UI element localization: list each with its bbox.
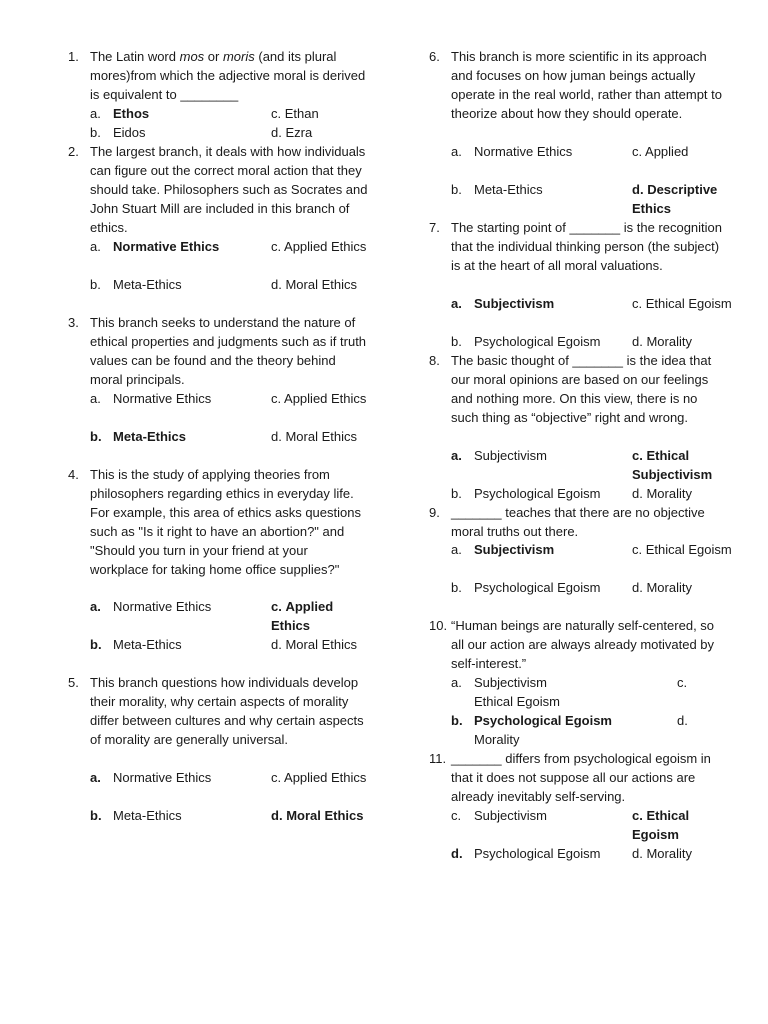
question-9 bbox=[429, 503, 725, 541]
option-a[interactable]: a. Subjectivism c. bbox=[451, 675, 688, 690]
option-d[interactable]: d. Moral Ethics bbox=[271, 429, 357, 444]
option-c[interactable]: c. Ethical Subjectivism bbox=[632, 448, 713, 482]
option-c[interactable]: c. Applied Ethics bbox=[271, 770, 367, 785]
option-d[interactable]: d. Morality bbox=[632, 334, 692, 349]
option-c[interactable]: c. Applied bbox=[632, 144, 689, 159]
question-number: 3. bbox=[68, 315, 79, 330]
question-number: 8. bbox=[429, 353, 440, 368]
question-number: 1. bbox=[68, 49, 79, 64]
option-d[interactable]: d. Moral Ethics bbox=[271, 808, 364, 823]
question-stem: _______ teaches that there are no objective moral truths out there. bbox=[451, 505, 705, 539]
option-a[interactable]: a. Normative Ethics bbox=[90, 770, 212, 785]
option-b[interactable]: b. Psychological Egoism bbox=[451, 580, 601, 595]
option-c[interactable]: c. Ethan bbox=[271, 106, 319, 121]
option-d-second[interactable]: d. Morality bbox=[632, 846, 692, 861]
option-c-first[interactable]: c. Subjectivism bbox=[451, 808, 547, 823]
option-b[interactable]: b. Psychological Egoism bbox=[451, 334, 601, 349]
question-5 bbox=[68, 673, 368, 749]
question-number: 6. bbox=[429, 49, 440, 64]
option-b[interactable]: b. Meta-Ethics bbox=[451, 182, 543, 197]
option-d[interactable]: d. Morality bbox=[632, 580, 692, 595]
option-b[interactable]: b. Psychological Egoism d. bbox=[451, 713, 688, 728]
option-b[interactable]: b. Eidos bbox=[90, 125, 146, 140]
option-c[interactable]: c. Ethical Egoism bbox=[632, 542, 732, 557]
option-b[interactable]: b. Meta-Ethics bbox=[90, 429, 186, 444]
option-b[interactable]: b. Meta-Ethics bbox=[90, 277, 182, 292]
question-stem: The starting point of _______ is the recognition that the individual thinking person (the subject) is at the heart of all moral valuations. bbox=[451, 220, 723, 273]
option-c[interactable]: c. Applied Ethics bbox=[271, 239, 367, 254]
question-stem: The basic thought of _______ is the idea that our moral opinions are based on our feelings and nothing more. On this view, there is no such thing as “objective” right and wrong. bbox=[451, 353, 712, 425]
question-stem: This branch seeks to understand the nature of ethical properties and judgments such as if truth values can be found and the theory behind moral principals. bbox=[90, 315, 367, 387]
question-11 bbox=[429, 749, 725, 806]
question-stem: The Latin word mos or moris (and its plural mores)from which the adjective moral is derived is equivalent to ________ bbox=[90, 49, 366, 102]
question-number: 7. bbox=[429, 220, 440, 235]
option-a[interactable]: a. Normative Ethics bbox=[90, 599, 212, 614]
question-number: 10. bbox=[429, 618, 448, 633]
question-number: 4. bbox=[68, 467, 79, 482]
option-a[interactable]: a. Subjectivism bbox=[451, 542, 555, 557]
option-c[interactable]: c. Applied Ethics bbox=[271, 391, 367, 406]
question-number: 2. bbox=[68, 144, 79, 159]
option-b[interactable]: b. Meta-Ethics bbox=[90, 808, 182, 823]
option-a[interactable]: a. Normative Ethics bbox=[90, 391, 212, 406]
question-6 bbox=[429, 47, 725, 123]
question-stem: This is the study of applying theories from philosophers regarding ethics in everyday life. For example, this area of ethics asks questions such as "Is it right to have an abortion?" and "Should you turn in your friend at your workplace for taking home office supplies?" bbox=[90, 467, 361, 577]
question-number: 9. bbox=[429, 505, 440, 520]
option-d-first[interactable]: d. Psychological Egoism bbox=[451, 846, 601, 861]
option-c-second[interactable]: c. Ethical Egoism bbox=[632, 808, 690, 842]
option-c-text[interactable]: Ethical Egoism bbox=[474, 694, 560, 709]
option-a[interactable]: a. Normative Ethics bbox=[90, 239, 220, 254]
option-b[interactable]: b. Meta-Ethics bbox=[90, 637, 182, 652]
option-c[interactable]: c. Ethical Egoism bbox=[632, 296, 732, 311]
question-number: 5. bbox=[68, 675, 79, 690]
question-3 bbox=[68, 313, 368, 389]
question-10 bbox=[429, 616, 725, 673]
option-c[interactable]: c. Applied Ethics bbox=[271, 599, 334, 633]
question-2 bbox=[68, 142, 368, 237]
question-stem: This branch questions how individuals develop their morality, why certain aspects of morality differ between cultures and why certain aspects of morality are generally universal. bbox=[90, 675, 364, 747]
question-stem: The largest branch, it deals with how individuals can figure out the correct moral action that they should take. Philosophers such as Socrates and John Stuart Mill are included in this branch of ethics. bbox=[90, 144, 368, 235]
option-a[interactable]: a. Normative Ethics bbox=[451, 144, 573, 159]
option-d[interactable]: d. Moral Ethics bbox=[271, 637, 357, 652]
option-d[interactable]: d. Moral Ethics bbox=[271, 277, 357, 292]
question-stem: _______ differs from psychological egoism in that it does not suppose all our actions are already inevitably self-serving. bbox=[451, 751, 711, 804]
question-8 bbox=[429, 351, 725, 427]
option-d[interactable]: d. Ezra bbox=[271, 125, 313, 140]
option-d-text[interactable]: Morality bbox=[474, 732, 520, 747]
question-number: 11. bbox=[429, 751, 447, 766]
question-4 bbox=[68, 465, 368, 579]
option-a[interactable]: a. Subjectivism bbox=[451, 448, 547, 463]
option-b[interactable]: b. Psychological Egoism bbox=[451, 486, 601, 501]
question-stem: This branch is more scientific in its approach and focuses on how juman beings actually operate in the real world, rather than attempt to theorize about how they should operate. bbox=[451, 49, 722, 121]
question-stem: “Human beings are naturally self-centered, so all our action are always already motivated by self-interest.” bbox=[451, 618, 715, 671]
question-1 bbox=[68, 47, 368, 104]
option-a[interactable]: a. Subjectivism bbox=[451, 296, 555, 311]
question-7 bbox=[429, 218, 725, 275]
option-d[interactable]: d. Morality bbox=[632, 486, 692, 501]
option-d[interactable]: d. Descriptive Ethics bbox=[632, 182, 718, 216]
option-a[interactable]: a. Ethos bbox=[90, 106, 150, 121]
